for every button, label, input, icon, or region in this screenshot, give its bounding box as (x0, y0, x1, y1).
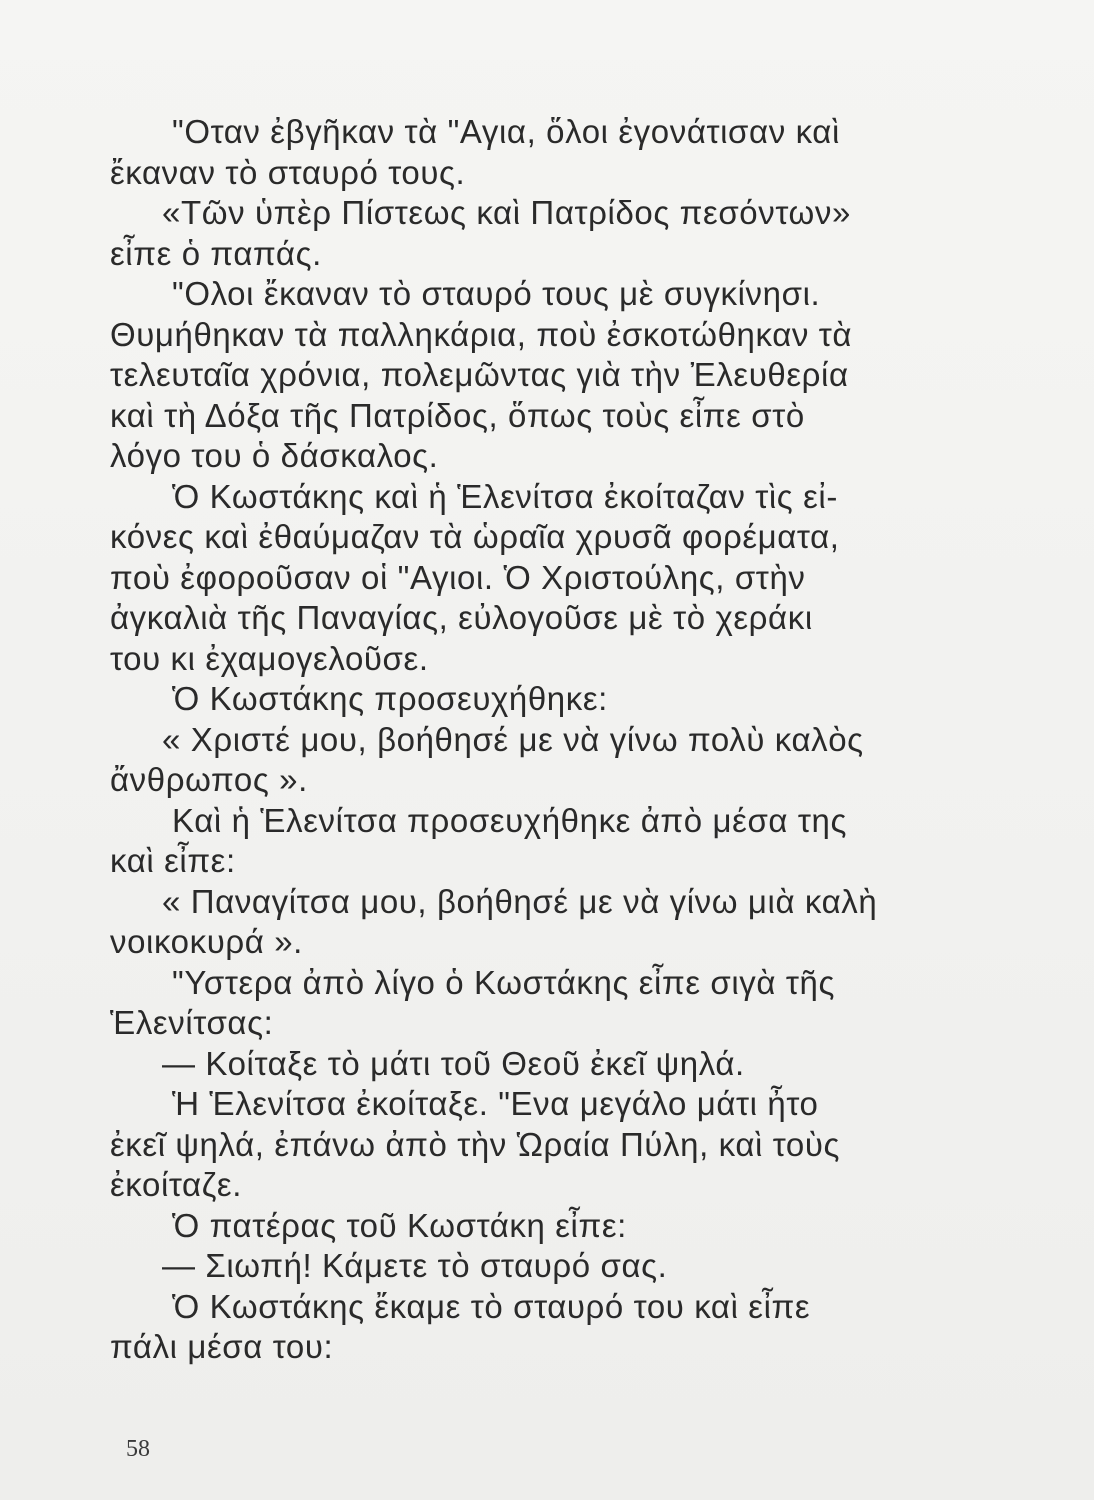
text-line: ἐκοίταζε. (110, 1166, 242, 1203)
text-line: « Παναγίτσα μου, βοήθησέ με νὰ γίνω μιὰ καλὴ (162, 882, 878, 920)
text-line: ἄνθρωπος ». (110, 761, 308, 798)
text-line: Ἡ Ἑλενίτσα ἐκοίταξε. "Ενα μεγάλο μάτι ἦτο (172, 1085, 819, 1122)
body-text (110, 112, 970, 1368)
text-line: του κι ἐχαμογελοῦσε. (110, 639, 429, 677)
text-line: ποὺ ἐφοροῦσαν οἱ "Αγιοι. Ὁ Χριστούλης, στὴν (110, 558, 806, 596)
text-line: Ὁ Κωστάκης προσευχήθηκε: (172, 680, 608, 717)
text-line: καὶ εἶπε: (110, 842, 236, 879)
text-line: «Τῶν ὑπὲρ Πίστεως καὶ Πατρίδος πεσόντων» (162, 194, 851, 231)
text-line: Ὁ Κωστάκης καὶ ἡ Ἑλενίτσα ἐκοίταζαν τὶς εἰ- (172, 477, 838, 515)
page-number: 58 (126, 1436, 150, 1462)
text-line: « Χριστέ μου, βοήθησέ με νὰ γίνω πολὺ καλὸς (162, 720, 864, 758)
text-line: ἐκεῖ ψηλά, ἐπάνω ἀπὸ τὴν Ὡραία Πύλη, καὶ τοὺς (110, 1125, 840, 1163)
text-line: καὶ τὴ Δόξα τῆς Πατρίδος, ὅπως τοὺς εἶπε στὸ (110, 396, 805, 434)
text-line: κόνες καὶ ἐθαύμαζαν τὰ ὡραῖα χρυσᾶ φορέματα, (110, 518, 840, 555)
text-line: Ὁ Κωστάκης ἔκαμε τὸ σταυρό του καὶ εἶπε (172, 1287, 811, 1325)
text-line: ἀγκαλιὰ τῆς Παναγίας, εὐλογοῦσε μὲ τὸ χεράκι (110, 599, 813, 636)
text-line: λόγο του ὁ δάσκαλος. (110, 437, 439, 474)
text-line: νοικοκυρά ». (110, 923, 303, 960)
text-line: — Σιωπή! Κάμετε τὸ σταυρό σας. (162, 1247, 668, 1284)
text-line: — Κοίταξε τὸ μάτι τοῦ Θεοῦ ἐκεῖ ψηλά. (162, 1044, 745, 1082)
text-line: "Ολοι ἔκαναν τὸ σταυρό τους μὲ συγκίνησι. (172, 275, 821, 312)
text-line: τελευταῖα χρόνια, πολεμῶντας γιὰ τὴν Ἐλευθερία (110, 356, 849, 393)
text-line: Καὶ ἡ Ἑλενίτσα προσευχήθηκε ἀπὸ μέσα της (172, 801, 847, 839)
text-line: πάλι μέσα του: (110, 1328, 334, 1365)
text-line: Θυμήθηκαν τὰ παλληκάρια, ποὺ ἐσκοτώθηκαν τὰ (110, 315, 853, 353)
text-line: Ὁ πατέρας τοῦ Κωστάκη εἶπε: (172, 1206, 627, 1244)
text-line: Ἑλενίτσας: (110, 1004, 274, 1041)
text-line: "Οταν ἐβγῆκαν τὰ "Αγια, ὅλοι ἐγονάτισαν καὶ (172, 113, 840, 150)
text-line: εἶπε ὁ παπάς. (110, 234, 322, 272)
text-line: ἔκαναν τὸ σταυρό τους. (110, 153, 466, 191)
text-line: "Υστερα ἀπὸ λίγο ὁ Κωστάκης εἶπε σιγὰ τῆς (172, 963, 835, 1001)
